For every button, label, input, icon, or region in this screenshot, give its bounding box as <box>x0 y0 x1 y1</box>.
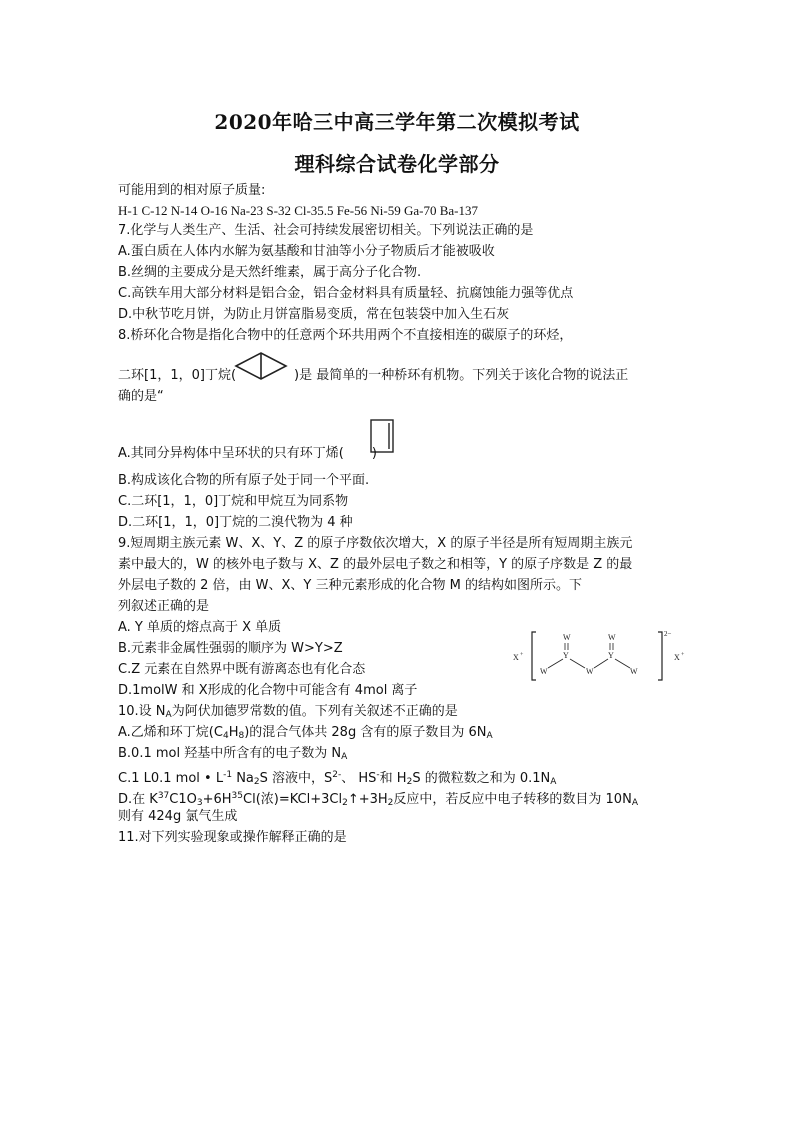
q10-c-sup1: -1 <box>223 770 233 780</box>
q8-line2-post: )是 最简单的一种桥环有机物。下列关于该化合物的说法正 <box>294 368 629 383</box>
q10-d-sup2: 35 <box>231 791 243 801</box>
q10-a-sub2: 8 <box>238 731 245 741</box>
atom-y1: Y <box>563 651 569 660</box>
q9-option-a: A. Y 单质的熔点高于 X 单质 <box>118 620 282 635</box>
q9-option-c: C.Z 元素在自然界中既有游离态也有化合态 <box>118 662 366 677</box>
cation-left-plus: + <box>520 652 524 658</box>
q7-option-d: D.中秋节吃月饼，为防止月饼富脂易变质，常在包装袋中加入生石灰 <box>118 307 510 322</box>
q8-line2-pre: 二环[1，1，0]丁烷( <box>118 368 237 383</box>
q10-a-sub3: A <box>486 731 493 741</box>
q10-stem <box>118 704 458 723</box>
q9-line4: 列叙述正确的是 <box>118 599 210 614</box>
anion-charge: 2− <box>664 630 672 638</box>
q10-d-part4: Cl(浓)=KCl+3Cl <box>243 792 343 807</box>
q8-option-a <box>118 446 377 462</box>
q8-option-b: B.构成该化合物的所有原子处于同一个平面. <box>118 473 370 488</box>
exam-subtitle: 理科综合试卷化学部分 <box>294 152 500 176</box>
q7-option-b: B.丝绸的主要成分是天然纤维素，属于高分子化合物. <box>118 265 422 280</box>
q10-d-part3: +6H <box>202 792 232 807</box>
q9-line3: 外层电子数的 2 倍，由 W、X、Y 三种元素形成的化合物 M 的结构如图所示。下 <box>118 578 582 593</box>
q10-c-sub1: 2 <box>253 777 260 787</box>
q10-c-part3: S 溶液中，S <box>259 771 333 786</box>
q10-c-sup2: 2- <box>332 770 342 780</box>
q9-line2: 素中最大的，W 的核外电子数与 X、Z 的最外层电子数之和相等，Y 的原子序数是 Z 的最 <box>118 557 633 572</box>
q10-option-c <box>118 767 556 790</box>
atomic-mass-label: 可能用到的相对原子质量: <box>118 183 266 198</box>
atom-y2: Y <box>608 651 614 660</box>
q8-option-d: D.二环[1，1，0]丁烷的二溴代物为 4 种 <box>118 515 353 530</box>
compound-m-structure <box>510 626 690 692</box>
q7-stem: 7.化学与人类生产、生活、社会可持续发展密切相关。下列说法正确的是 <box>118 223 534 238</box>
q8-option-a-post: ) <box>371 446 377 461</box>
q8-option-a-pre: A.其同分异构体中呈环状的只有环丁烯( <box>118 446 344 461</box>
q10-d-sub4: A <box>631 798 638 808</box>
atom-w2: W <box>608 633 616 642</box>
q10-d-sub2: 2 <box>342 798 348 808</box>
q8-line2 <box>118 368 628 384</box>
cation-left-x: X <box>513 653 519 662</box>
q10-a-part2: H <box>228 725 239 740</box>
q7-option-c: C.高铁车用大部分材料是铝合金，铝合金材料具有质量轻、抗腐蚀能力强等优点 <box>118 286 574 301</box>
q10-d-part2: C1O <box>169 792 197 807</box>
q10-c-part5: 和 H <box>379 771 407 786</box>
atomic-mass-values: H-1 C-12 N-14 O-16 Na-23 S-32 Cl-35.5 Fe-56 Ni-59 Ga-70 Ba-137 <box>118 203 478 218</box>
q10-d-part1: D.在 K <box>118 792 158 807</box>
q10-a-part3: )的混合气体共 28g 含有的原子数目为 6N <box>244 725 487 740</box>
q10-stem-pre: 10.设 N <box>118 704 166 719</box>
q7-option-a: A.蛋白质在人体内水解为氨基酸和甘油等小分子物质后才能被吸收 <box>118 244 495 259</box>
q9-option-b: B.元素非金属性强弱的顺序为 W>Y>Z <box>118 641 343 656</box>
atom-w1: W <box>563 633 571 642</box>
atom-w4: W <box>586 667 594 676</box>
q11-stem: 11.对下列实验现象或操作解释正确的是 <box>118 830 347 845</box>
q10-a-part1: A.乙烯和环丁烷(C <box>118 725 223 740</box>
q9-option-d: D.1molW 和 X形成的化合物中可能含有 4mol 离子 <box>118 683 418 698</box>
exam-title: 2020年哈三中高三学年第二次模拟考试 <box>214 110 580 134</box>
q9-line1: 9.短周期主族元素 W、X、Y、Z 的原子序数依次增大，X 的原子半径是所有短周期主族元 <box>118 536 633 551</box>
q10-d-sub1: 3 <box>196 798 203 808</box>
q10-d-part6: 反应中，若反应中电子转移的数目为 10N <box>393 792 632 807</box>
atom-w5: W <box>630 667 638 676</box>
q10-c-sub3: A <box>550 777 557 787</box>
q10-c-part1: C.1 L0.1 mol • L <box>118 771 224 786</box>
q8-stem: 8.桥环化合物是指化合物中的任意两个环共用两个不直接相连的碳原子的环烃， <box>118 328 573 343</box>
q10-c-sub2: 2 <box>406 777 413 787</box>
q10-b-sub: A <box>341 752 348 762</box>
q10-c-part6: S 的微粒数之和为 0.1N <box>412 771 551 786</box>
atom-w3: W <box>540 667 548 676</box>
cation-right-plus: + <box>681 652 685 658</box>
q10-c-part4: 、 HS <box>341 771 377 786</box>
q10-b-part1: B.0.1 mol 羟基中所含有的电子数为 N <box>118 746 342 761</box>
q8-line3: 确的是“ <box>118 389 164 404</box>
cation-right-x: X <box>674 653 680 662</box>
q10-option-a <box>118 725 493 744</box>
q10-d-part5: ↑+3H <box>347 792 388 807</box>
q10-stem-sub: A <box>165 710 172 720</box>
q10-d-sup1: 37 <box>157 791 170 801</box>
q10-option-b <box>118 746 347 765</box>
q10-a-sub1: 4 <box>222 731 229 741</box>
q10-option-d <box>118 788 638 811</box>
q10-d-sub3: 2 <box>387 798 394 808</box>
q8-option-c: C.二环[1，1，0]丁烷和甲烷互为同系物 <box>118 494 349 509</box>
q10-c-part2: Na <box>232 771 254 786</box>
q10-c-sup3: - <box>376 770 380 780</box>
q10-stem-post: 为阿伏加德罗常数的值。下列有关叙述不正确的是 <box>171 704 458 719</box>
q10-option-d-continued: 则有 424g 氯气生成 <box>118 809 238 824</box>
